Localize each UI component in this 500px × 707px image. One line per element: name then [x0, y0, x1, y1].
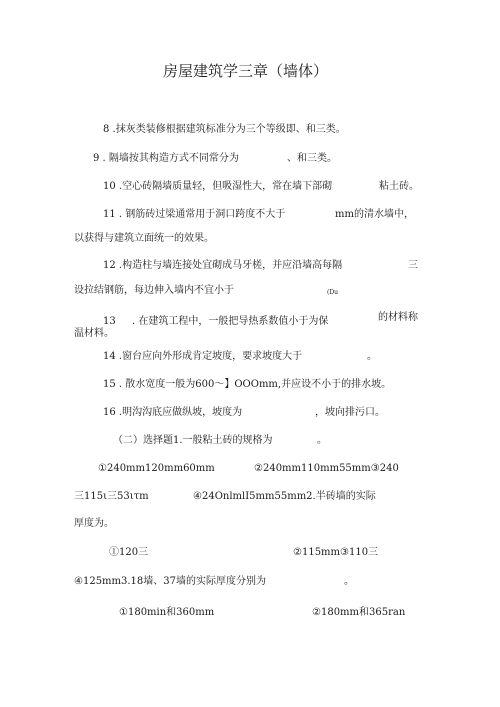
choice-1-c: 三115ι三53ιτm	[74, 491, 149, 502]
section-2-heading-tail: 。	[317, 435, 327, 446]
section-2-heading: （二）选择题1.一般粘土砖的规格为	[113, 435, 273, 446]
question-12-fragment: (Du	[327, 289, 339, 296]
choice-1-a: ①240mm120mm60mm	[98, 463, 215, 474]
choice-2-c: ④125mm3.18墙、37墙的实际厚度分别为	[74, 576, 267, 587]
choice-1-b: ②240mm110mm55mm③240	[254, 463, 399, 474]
page-title: 房屋建筑学三章（墙体）	[163, 62, 329, 80]
question-16-tail: ，坡向排污口。	[315, 407, 385, 418]
question-8: 8 .抹灰类装修根据建筑标准分为三个等级即、和三类。	[103, 124, 346, 135]
question-10-tail: 粘土砖。	[379, 181, 419, 192]
choice-2-a: ①120三	[109, 547, 149, 558]
question-11: 11 . 钢筋砖过梁通常用于洞口跨度不大于	[103, 209, 286, 220]
choice-2-b: ②115mm③110三	[293, 547, 379, 558]
question-14-tail: 。	[367, 351, 377, 362]
question-13-tail: 的材料称	[378, 312, 418, 323]
question-15: 15 . 散水宽度一般为600～】OOOmm,并应设不小于的排水坡。	[103, 379, 392, 390]
choice-3-a: ①180min和360mm	[119, 607, 215, 618]
question-14: 14 .窗台应向外形成肯定坡度，要求坡度大于	[103, 351, 303, 362]
question-11-tail: mm的清水墙中，	[335, 209, 414, 220]
choice-2-d: 。	[344, 576, 354, 587]
choice-1-d: ④24OnlmlI5mm55mm2.半砖墙的实际	[193, 491, 376, 502]
question-13: . 在建筑工程中，一般把导热系数值小于为保	[132, 316, 329, 327]
question-9-tail: 、和三类。	[287, 153, 337, 164]
choice-3-b: ②180mm和365ran	[312, 607, 406, 618]
question-10: 10 .空心砖隔墙质量轻，但吸湿性大，常在墙下部砌	[103, 181, 333, 192]
question-12-tail: 三	[408, 260, 418, 271]
choice-1-e: 厚度为。	[74, 518, 114, 529]
question-16: 16 .明沟沟底应做纵坡，坡度为	[103, 407, 243, 418]
question-13-continuation: 温材料。	[74, 328, 114, 339]
question-9: 9 . 隔墙按其构造方式不同常分为	[93, 153, 239, 164]
question-11-continuation: 以获得与建筑立面统一的效果。	[74, 233, 214, 244]
question-12-continuation: 设拉结钢筋，每边伸入墙内不宜小于	[74, 285, 234, 296]
question-13-number: 13	[103, 316, 116, 327]
question-12: 12 .构造柱与墙连接处宜砌成马牙槎，并应沿墙高每隔	[103, 260, 343, 271]
